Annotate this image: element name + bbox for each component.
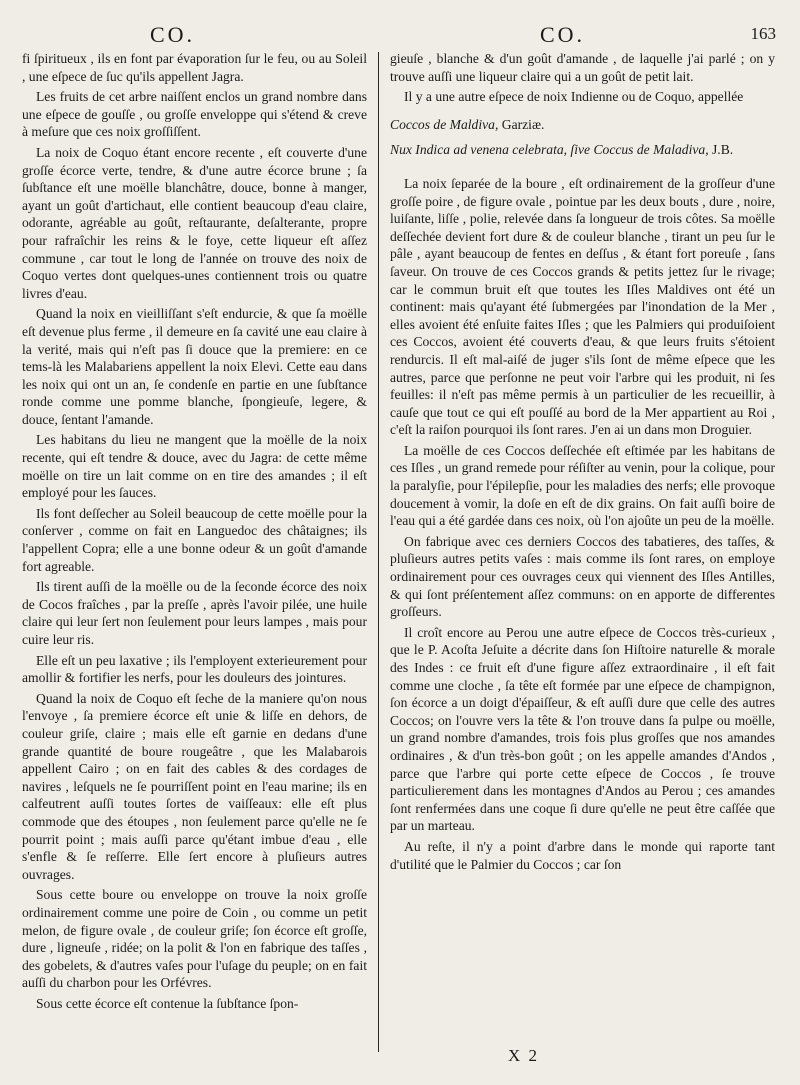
right-column — [390, 50, 775, 876]
paragraph: Sous cette boure ou enveloppe on trouve la noix groſſe ordinairement comme une poire de Coin , ou comme un petit melon, de figure ovale , de couleur griſe; ſon écorce eſt groſſe, dure , ligneuſe , ridée; on la polit & l'on en fabrique des taſſes , des gobelets, & d'autres vaſes pour l'uſage du peuple; on en fait auſſi du charbon pour les Orfévres. — [22, 887, 367, 991]
paragraph: Elle eſt un peu laxative ; ils l'employent exterieurement pour amollir & fortifier les nerfs, pour les douleurs des jointures. — [22, 652, 367, 686]
paragraph: On fabrique avec ces derniers Coccos des tabatieres, des taſſes, & pluſieurs autres petits vaſes : mais comme ils ſont rares, on employe ordinairement pour ces ouvrages ceux qui viennent des Iſles Antilles, & qui ſont préſentement aſſez communs: on en apporte de differentes groſſeurs. — [390, 533, 775, 620]
paragraph: La moëlle de ces Coccos deſſechée eſt eſtimée par les habitans de ces Iſles , un grand remede pour réſiſter au venin, pour la colique, pour la paralyſie, pour l'épilepſie, pour les maladies des nerfs; elle provoque doucement à vomir, la doſe en eſt de dix grains. On fait auſſi boire de l'eau qui a été gardée dans ces noix, où l'on ajoûte un peu de la moëlle. — [390, 442, 775, 529]
species-title: Coccos de Maldiva, — [390, 116, 499, 132]
left-column — [22, 50, 367, 1015]
running-head-left: CO. — [150, 22, 196, 47]
signature-mark: X 2 — [508, 1046, 540, 1065]
species-author: J.B. — [712, 142, 734, 158]
species-name — [390, 116, 775, 134]
paragraph: Il croît encore au Perou une autre eſpece de Coccos très-curieux , que le P. Acoſta Jeſuite a décrite dans ſon Hiſtoire naturelle & morale des Indes : ce fruit eſt d'une figure aſſez extraordinaire , il eſt fait comme une cloche , ſa tête eſt formée par une eſpece de champignon, ſon écorce a un doigt d'épaiſſeur, & eſt auſſi dure que celle des autres Coccos; on l'ouvre vers la tête & l'on trouve dans ſa pulpe ou moëlle, un grand nombre d'amandes, trois fois plus groſſes que nos amandes ordinaires , & d'un très-bon goût ; on les appelle amandes d'Andos , parce que l'arbre qui porte cette eſpece de Coccos , ſe trouve particulierement dans les montagnes d'Andos au Perou ; ces amandes ſont renfermées dans une coque ſi dure qu'elle ne peut être caſſée que par un marteau. — [390, 624, 775, 834]
paragraph: Quand la noix en vieilliſſant s'eſt endurcie, & que ſa moëlle eſt devenue plus ferme , il demeure en ſa cavité une eau claire à la verité, mais qui n'eſt pas ſi douce que la premiere: en ce tems-là les Malabariens appellent la noix Elevi. Cette eau dans les noix qui ont un an, ſe condenſe en partie en une ſubſtance ronde comme une pomme blanche, ſpongieuſe, legere, & douce, ſentant l'amande. — [22, 306, 367, 427]
paragraph: Ils font deſſecher au Soleil beaucoup de cette moëlle pour la conſerver , comme on fait en Languedoc des châtaignes; ils l'appellent Copra; elle a une bonne odeur & un goût d'amande fort agreable. — [22, 505, 367, 574]
paragraph: fi ſpiritueux , ils en font par évaporation ſur le feu, ou au Soleil , une eſpece de ſuc qu'ils appellent Jagra. — [22, 51, 367, 84]
paragraph: Les fruits de cet arbre naiſſent enclos un grand nombre dans une eſpece de gouſſe , ou groſſe enveloppe qui s'étend & creve à meſure que ces noix groſſiſſent. — [22, 89, 367, 140]
running-head-right: CO. — [540, 22, 586, 47]
paragraph: La noix de Coquo étant encore recente , eſt couverte d'une groſſe écorce verte, tendre, & d'une autre écorce brune ; ſa ſubſtance eſt une moëlle blanchâtre, douce, bonne à manger, ayant un goût d'artichaut, elle contient beaucoup d'eau claire, odorante, agréable au goût, reſtaurante, deſalterante, propre pour rafraîchir les reins & le foye, cette liqueur eſt aſſez commune , car tout le long de l'année on trouve des noix de Coquo vertes dont quelques-unes contiennent trois ou quatre livres d'eau. — [22, 144, 367, 301]
species-name — [390, 141, 775, 159]
paragraph: Les habitans du lieu ne mangent que la moëlle de la noix recente, qui eſt tendre & douce, avec du Jagra: de cette même moëlle on tire un lait comme on en tire des amandes ; il eſt employé pour les ſauces. — [22, 432, 367, 501]
species-title: Nux Indica ad venena celebrata, ſive Coccus de Maladiva, — [390, 142, 709, 158]
paragraph: Sous cette écorce eſt contenue la ſubſtance ſpon- — [36, 995, 299, 1011]
species-author: Garziæ. — [501, 116, 545, 132]
paragraph: Quand la noix de Coquo eſt ſeche de la maniere qu'on nous l'envoye , ſa premiere écorce eſt unie & liſſe en dehors, de couleur griſe, claire ; mais elle eſt garnie en dedans d'une grande quantité de boure rougeâtre , que les Malabarois appellent Cairo ; on en fait des cables & des cordages de navires , leſquels ne ſe pourriſſent point en l'eau marine; ils en calfeutrent auſſi toutes ſortes de vaiſſeaux: elle eſt plus commode que des étoupes , non ſeulement parce qu'elle ne ſe pourrit point ; mais auſſi parce qu'étant imbue d'eau , elle s'enfle & ſe reſſerre. Elle ſert encore à pluſieurs autres ouvrages. — [22, 690, 367, 882]
paragraph: La noix ſeparée de la boure , eſt ordinairement de la groſſeur d'une groſſe poire , de figure ovale , pointue par les deux bouts , dure , noire, luiſante, liſſe , polie, relevée dans ſa longueur de trois côtes. Sa moëlle deſſechée devient fort dure & de couleur blanche , tirant un peu ſur le pâle , ayant beaucoup de fentes en deſſus , & étant fort poreuſe , ſans ſaveur. On trouve de ces Coccos grands & petits jettez ſur le rivage; car le commun bruit eſt que toutes les Iſles Maldives ont été un continent: mais qu'ayant été ſubmergées par l'inondation de la Mer , elles avoient été enſuite faites Iſles ; que les Palmiers qui produiſoient ces Coccos, avoient été couverts d'eau, & que leurs fruits s'étoient rendurcis. Il eſt mal-aiſé de juger s'ils ſont de même eſpece que les autres, parce que perſonne ne peut voir l'arbre qui les produit, ni ſes feuilles: il n'eſt pas même permis à un particulier de les recueillir, à cauſe que tout ce qui eſt pouſſé au bord de la Mer appartient au Roi , c'eſt la raiſon pourquoi ils ſont rares. J'en ai un dans mon Droguier. — [390, 175, 775, 438]
paragraph: gieuſe , blanche & d'un goût d'amande , de laquelle j'ai parlé ; on y trouve auſſi une liqueur claire qui a un goût de petit lait. — [390, 51, 775, 84]
paragraph: Ils tirent auſſi de la moëlle ou de la ſeconde écorce des noix de Cocos fraîches , par la preſſe , après l'avoir pilée, une huile claire qui leur ſert non ſeulement pour leurs lampes , mais pour cuire leur ris. — [22, 579, 367, 647]
page-number: 163 — [750, 24, 776, 43]
paragraph: Au reſte, il n'y a point d'arbre dans le monde qui raporte tant d'utilité que le Palmier du Coccos ; car ſon — [390, 838, 775, 872]
column-divider — [378, 52, 379, 1052]
paragraph: Il y a une autre eſpece de noix Indienne ou de Coquo, appellée — [404, 89, 744, 105]
